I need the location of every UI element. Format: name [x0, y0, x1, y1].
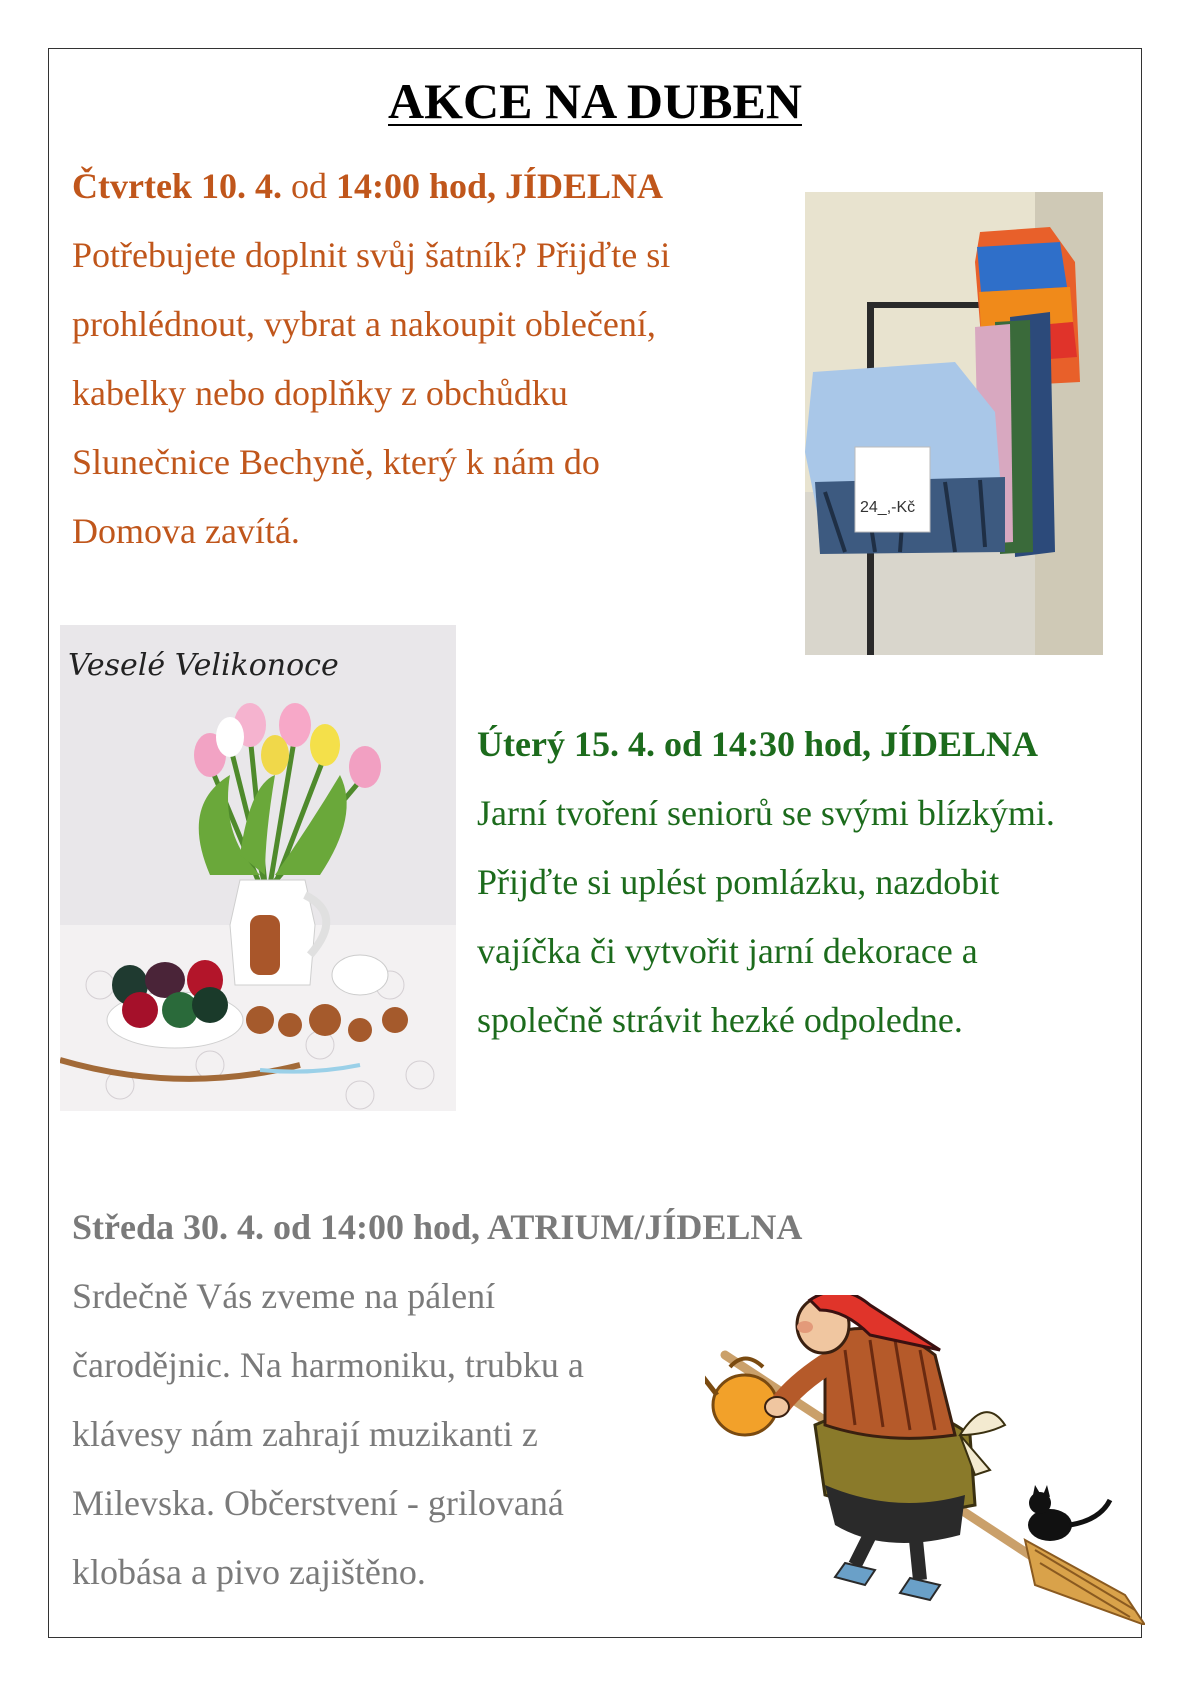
- event-thursday-line: Slunečnice Bechyně, který k nám do: [72, 442, 600, 482]
- event-thursday-line: Potřebujete doplnit svůj šatník? Přijďte si: [72, 235, 671, 275]
- event-thursday-line: prohlédnout, vybrat a nakoupit oblečení,: [72, 304, 656, 344]
- event-wednesday-line: Milevska. Občerstvení - grilovaná: [72, 1483, 564, 1523]
- event-tuesday-heading: Úterý 15. 4. od 14:30 hod, JÍDELNA: [477, 724, 1039, 764]
- event-tuesday-line: Přijďte si uplést pomlázku, nazdobit: [477, 862, 1000, 902]
- event-wednesday: [72, 1193, 802, 1607]
- event-wednesday-line: Srdečně Vás zveme na pálení: [72, 1276, 496, 1316]
- event-tuesday-line: Jarní tvoření seniorů se svými blízkými.: [477, 793, 1055, 833]
- event-tuesday-line: vajíčka či vytvořit jarní dekorace a: [477, 931, 978, 971]
- event-tuesday: [477, 710, 1055, 1055]
- witch-on-broom-illustration: [705, 1295, 1145, 1625]
- event-wednesday-heading: Středa 30. 4. od 14:00 hod, ATRIUM/JÍDELNA: [72, 1207, 803, 1247]
- event-wednesday-line: klobása a pivo zajištěno.: [72, 1552, 426, 1592]
- event-thursday-heading: Čtvrtek 10. 4. od 14:00 hod, JÍDELNA: [72, 166, 664, 206]
- event-thursday-line: kabelky nebo doplňky z obchůdku: [72, 373, 568, 413]
- event-tuesday-line: společně strávit hezké odpoledne.: [477, 1000, 963, 1040]
- event-wednesday-line: klávesy nám zahrají muzikanti z: [72, 1414, 538, 1454]
- price-tag-text: 24_,-Kč: [860, 499, 916, 516]
- event-wednesday-line: čarodějnic. Na harmoniku, trubku a: [72, 1345, 584, 1385]
- page-title: AKCE NA DUBEN: [388, 73, 802, 129]
- easter-caption: Veselé Velikonoce: [68, 648, 339, 683]
- event-thursday: [72, 152, 670, 566]
- event-thursday-line: Domova zavítá.: [72, 511, 300, 551]
- easter-photo: [60, 625, 456, 1111]
- clothes-rack-photo: [805, 192, 1103, 655]
